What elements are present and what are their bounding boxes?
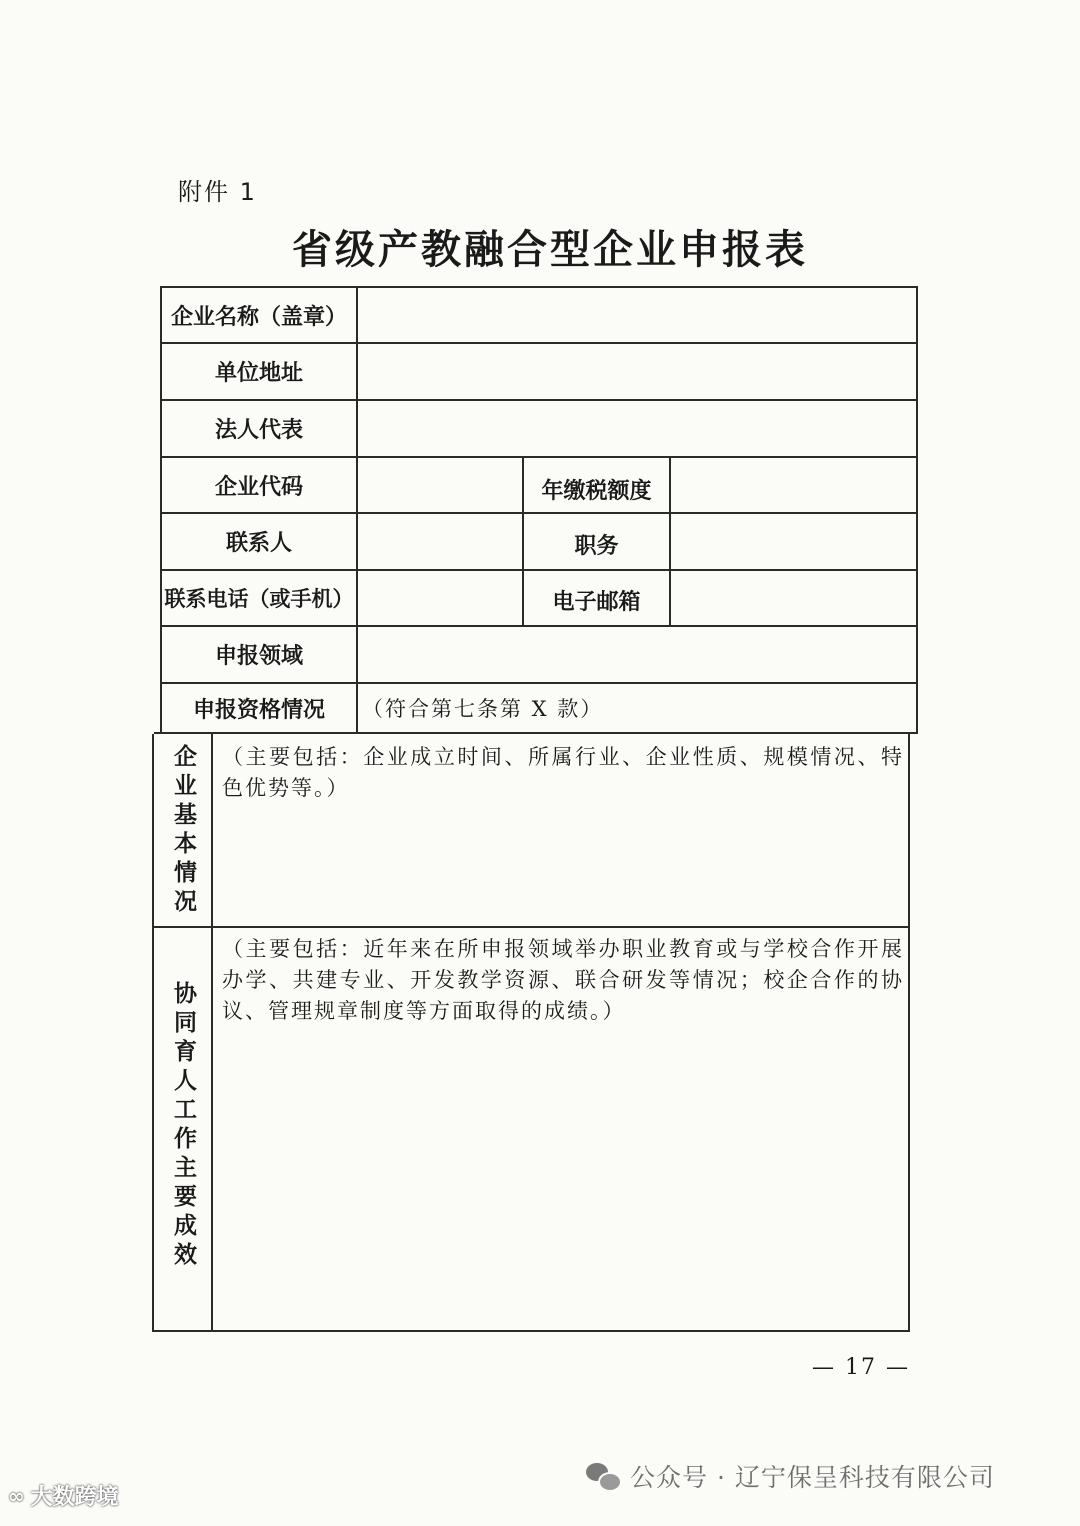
application-field-label: 申报领域 [214, 644, 303, 669]
address-label: 单位地址 [214, 361, 303, 386]
attachment-label: 附件 1 [178, 178, 257, 206]
form-title: 省级产教融合型企业申报表 [292, 226, 808, 273]
company-name-field[interactable] [358, 288, 916, 342]
watermark-right-text: 公众号 · 辽宁保呈科技有限公司 [630, 1463, 995, 1492]
company-name-label: 企业名称（盖章） [170, 304, 347, 330]
brand-logo-icon: ∞ [8, 1483, 25, 1508]
achievements-note[interactable]: （主要包括：近年来在所申报领域举办职业教育或与学校合作开展办学、共建专业、开发教学资源、联合研发等情况；校企合作的协议、管理规章制度等方面取得的成绩。） [222, 937, 904, 1023]
company-code-label: 企业代码 [214, 474, 303, 500]
contact-person-field[interactable] [358, 514, 522, 569]
row-divider [154, 732, 918, 734]
page-number: — 17 — [812, 1355, 910, 1380]
email-label: 电子邮箱 [552, 589, 641, 615]
column-divider [211, 732, 213, 1332]
address-field[interactable] [358, 344, 916, 399]
contact-person-label: 联系人 [225, 531, 292, 556]
qualification-value: （符合第七条第 X 款） [362, 697, 604, 721]
table-border-right-lower [908, 732, 910, 1332]
application-field-input[interactable] [358, 627, 916, 682]
annual-tax-label: 年缴税额度 [541, 478, 652, 504]
position-field[interactable] [671, 514, 916, 569]
achievements-label: 协同育人工作主要成效 [170, 981, 196, 1271]
position-label: 职务 [574, 533, 619, 559]
watermark-left-text: 大数跨境 [30, 1485, 119, 1510]
watermark-right [586, 1458, 995, 1494]
company-code-field[interactable] [358, 458, 522, 512]
phone-label: 联系电话（或手机） [164, 587, 354, 611]
table-border-right [916, 286, 918, 732]
basic-info-note[interactable]: （主要包括：企业成立时间、所属行业、企业性质、规模情况、特色优势等。） [222, 745, 904, 800]
basic-info-label: 企业基本情况 [170, 744, 196, 918]
table-border-bottom [152, 1330, 910, 1332]
legal-representative-field[interactable] [358, 401, 916, 456]
legal-representative-label: 法人代表 [214, 418, 303, 443]
table-border-left-lower [152, 734, 154, 1332]
email-field[interactable] [671, 571, 916, 625]
phone-field[interactable] [358, 571, 522, 625]
qualification-label: 申报资格情况 [192, 697, 325, 723]
annual-tax-field[interactable] [671, 458, 916, 512]
row-divider [154, 926, 910, 928]
wechat-icon [586, 1461, 620, 1491]
watermark-left [8, 1480, 119, 1511]
